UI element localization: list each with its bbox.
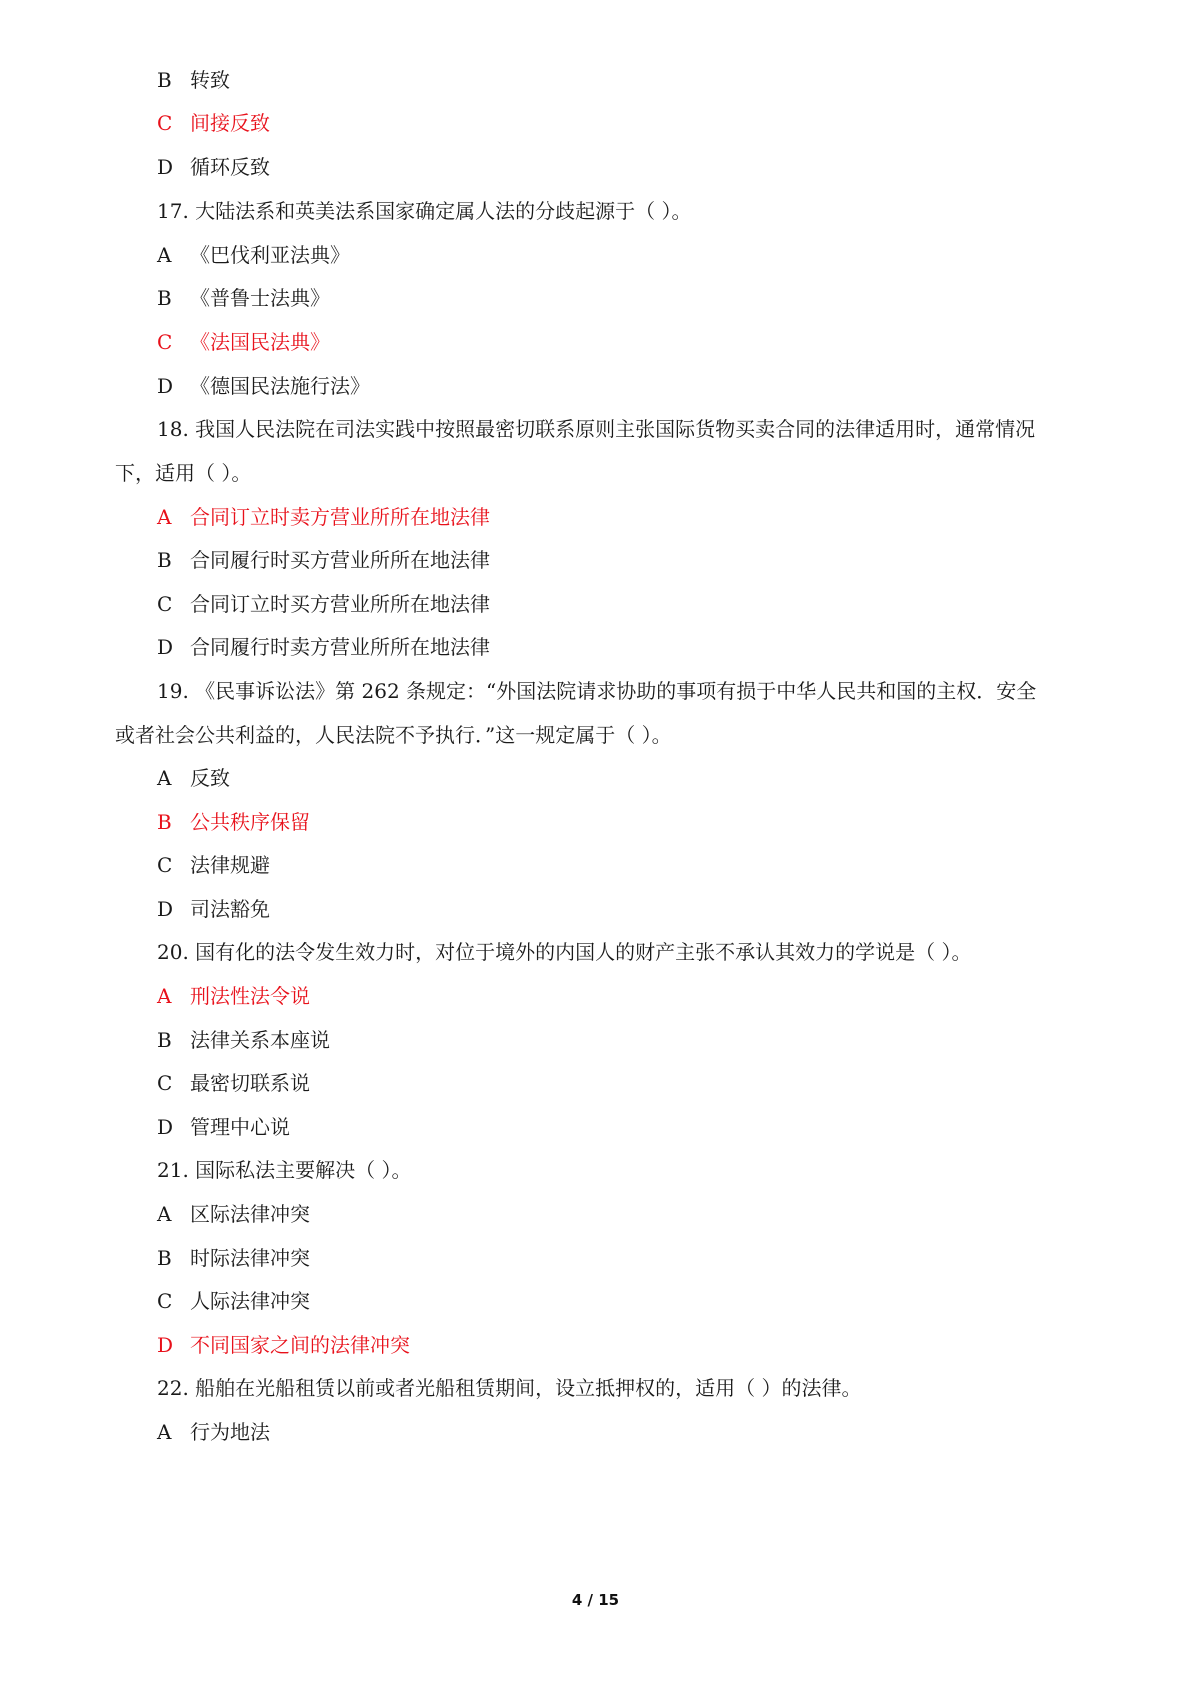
option-text: 反致	[190, 766, 230, 790]
option-letter: B	[157, 810, 172, 834]
option-text: 合同履行时卖方营业所所在地法律	[190, 635, 490, 659]
option-line	[157, 1287, 310, 1315]
question-19-stem-cont: 或者社会公共利益的，人民法院不予执行．”这一规定属于（ ）。	[115, 723, 672, 747]
option-letter: A	[157, 1420, 172, 1444]
option-text: 最密切联系说	[190, 1071, 310, 1095]
option-text: 不同国家之间的法律冲突	[190, 1333, 410, 1357]
option-letter: B	[157, 548, 172, 572]
option-letter: D	[157, 1115, 174, 1139]
option-line-correct	[157, 808, 310, 836]
option-text: 《法国民法典》	[190, 330, 330, 354]
option-text: 时际法律冲突	[190, 1246, 310, 1270]
option-letter: A	[157, 766, 172, 790]
option-line	[157, 851, 270, 879]
option-text: 公共秩序保留	[190, 810, 310, 834]
option-line-correct	[157, 982, 310, 1010]
option-line	[157, 895, 270, 923]
option-text: 《巴伐利亚法典》	[190, 243, 350, 267]
option-text: 合同订立时买方营业所所在地法律	[190, 592, 490, 616]
page-current: 4	[571, 1591, 583, 1609]
option-line-correct	[157, 503, 490, 531]
option-letter: A	[157, 984, 172, 1008]
option-text: 管理中心说	[190, 1115, 290, 1139]
page-separator: /	[587, 1591, 594, 1609]
option-line	[157, 284, 330, 312]
question-17-stem: 17. 大陆法系和英美法系国家确定属人法的分歧起源于（ ）。	[157, 199, 692, 223]
option-line	[157, 66, 230, 94]
question-21-stem: 21. 国际私法主要解决（ ）。	[157, 1158, 412, 1182]
option-line	[157, 1113, 290, 1141]
question-22-stem: 22. 船舶在光船租赁以前或者光船租赁期间，设立抵押权的，适用（ ）的法律。	[157, 1376, 862, 1400]
option-line	[157, 241, 350, 269]
option-text: 行为地法	[190, 1420, 270, 1444]
option-letter: A	[157, 243, 172, 267]
option-line	[157, 1418, 270, 1446]
option-letter: C	[157, 330, 173, 354]
option-line	[157, 590, 490, 618]
option-text: 《普鲁士法典》	[190, 286, 330, 310]
option-line	[157, 1026, 330, 1054]
option-text: 法律关系本座说	[190, 1028, 330, 1052]
option-text: 区际法律冲突	[190, 1202, 310, 1226]
option-text: 转致	[190, 68, 230, 92]
option-text: 司法豁免	[190, 897, 270, 921]
option-letter: C	[157, 111, 173, 135]
option-letter: B	[157, 68, 172, 92]
option-line	[157, 153, 270, 181]
option-letter: A	[157, 1202, 172, 1226]
option-letter: D	[157, 374, 174, 398]
option-letter: C	[157, 1289, 173, 1313]
option-letter: D	[157, 1333, 174, 1357]
option-line	[157, 546, 490, 574]
option-line-correct	[157, 109, 270, 137]
option-line-correct	[157, 1331, 410, 1359]
option-letter: B	[157, 1028, 172, 1052]
option-line	[157, 1244, 310, 1272]
option-letter: C	[157, 853, 173, 877]
option-text: 合同履行时买方营业所所在地法律	[190, 548, 490, 572]
option-letter: C	[157, 592, 173, 616]
option-line	[157, 1200, 310, 1228]
option-letter: D	[157, 897, 174, 921]
option-text: 间接反致	[190, 111, 270, 135]
question-20-stem: 20. 国有化的法令发生效力时，对位于境外的内国人的财产主张不承认其效力的学说是（ ）。	[157, 940, 972, 964]
option-letter: D	[157, 635, 174, 659]
option-letter: A	[157, 505, 172, 529]
page-number	[0, 1591, 1191, 1609]
page-total: 15	[598, 1591, 620, 1609]
option-text: 人际法律冲突	[190, 1289, 310, 1313]
option-text: 循环反致	[190, 155, 270, 179]
option-letter: D	[157, 155, 174, 179]
option-line	[157, 764, 230, 792]
option-line	[157, 372, 370, 400]
option-text: 法律规避	[190, 853, 270, 877]
option-letter: B	[157, 1246, 172, 1270]
option-line	[157, 1069, 310, 1097]
option-text: 《德国民法施行法》	[190, 374, 370, 398]
option-line-correct	[157, 328, 330, 356]
option-text: 刑法性法令说	[190, 984, 310, 1008]
option-text: 合同订立时卖方营业所所在地法律	[190, 505, 490, 529]
question-18-stem: 18. 我国人民法院在司法实践中按照最密切联系原则主张国际货物买卖合同的法律适用时，通常情况	[157, 417, 1036, 441]
option-line	[157, 633, 490, 661]
question-19-stem: 19. 《民事诉讼法》第 262 条规定：“外国法院请求协助的事项有损于中华人民共和国的主权．安全	[157, 679, 1037, 703]
option-letter: B	[157, 286, 172, 310]
option-letter: C	[157, 1071, 173, 1095]
question-18-stem-cont: 下，适用（ ）。	[115, 461, 252, 485]
